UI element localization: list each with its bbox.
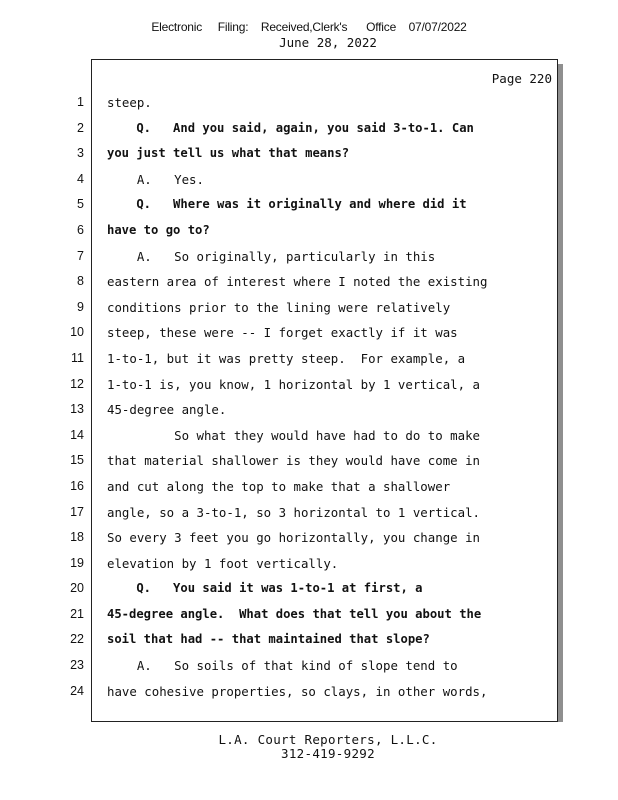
transcript-line: A. So soils of that kind of slope tend to — [107, 658, 458, 674]
line-number: 17 — [70, 504, 84, 519]
transcript-line: 45-degree angle. — [107, 402, 227, 418]
transcript-date: June 28, 2022 — [279, 35, 377, 50]
line-number: 12 — [70, 376, 84, 391]
line-number: 5 — [77, 197, 84, 212]
line-number: 1 — [77, 95, 84, 109]
line-number: 8 — [77, 274, 84, 289]
line-number: 20 — [70, 581, 84, 596]
transcript-line: elevation by 1 foot vertically. — [107, 555, 339, 571]
transcript-body — [107, 90, 555, 704]
transcript-line: angle, so a 3-to-1, so 3 horizontal to 1 vertical. — [107, 504, 480, 520]
line-number: 22 — [70, 632, 84, 647]
line-number: 16 — [70, 478, 84, 493]
court-reporter-phone: 312-419-9292 — [281, 746, 375, 761]
line-number: 18 — [70, 530, 84, 545]
transcript-line: have to go to? — [107, 222, 210, 237]
transcript-line: A. So originally, particularly in this — [107, 248, 436, 264]
transcript-line: eastern area of interest where I noted the existing — [107, 274, 488, 290]
transcript-line: steep, these were -- I forget exactly if it was — [107, 325, 458, 341]
line-number: 14 — [70, 427, 84, 442]
filing-stamp: Electronic Filing: Received,Clerk's Office 07/07/2022 — [151, 20, 467, 34]
transcript-line: Q. Where was it originally and where did it — [107, 197, 467, 212]
line-number: 21 — [70, 606, 84, 621]
line-number-column — [50, 90, 84, 704]
transcript-line: 45-degree angle. What does that tell you about the — [107, 606, 482, 621]
transcript-line: 1-to-1 is, you know, 1 horizontal by 1 vertical, a — [107, 376, 480, 392]
transcript-line: 1-to-1, but it was pretty steep. For example, a — [107, 350, 466, 366]
line-number: 4 — [77, 171, 84, 186]
line-number: 3 — [77, 146, 84, 161]
line-number: 24 — [70, 683, 84, 698]
transcript-line: have cohesive properties, so clays, in other words, — [107, 683, 488, 699]
page-number: Page 220 — [491, 71, 552, 86]
transcript-line: and cut along the top to make that a shallower — [107, 478, 451, 494]
line-number: 6 — [77, 222, 84, 237]
line-number: 19 — [70, 555, 84, 570]
transcript-line: So every 3 feet you go horizontally, you change in — [107, 530, 480, 546]
line-number: 11 — [71, 350, 84, 365]
court-reporter-firm: L.A. Court Reporters, L.L.C. — [218, 732, 438, 747]
transcript-line: So what they would have had to do to make — [107, 427, 480, 443]
line-number: 7 — [77, 248, 84, 263]
transcript-line: conditions prior to the lining were relatively — [107, 299, 451, 315]
transcript-line: soil that had -- that maintained that slope? — [107, 632, 430, 647]
line-number: 9 — [77, 299, 84, 314]
transcript-line: you just tell us what that means? — [107, 146, 350, 161]
transcript-line: that material shallower is they would have come in — [107, 453, 480, 469]
line-number: 13 — [70, 402, 84, 417]
line-number: 2 — [77, 120, 84, 135]
transcript-line: A. Yes. — [107, 171, 204, 187]
transcript-line: steep. — [107, 95, 152, 110]
line-number: 10 — [70, 325, 84, 340]
line-number: 23 — [70, 658, 84, 673]
line-number: 15 — [70, 453, 84, 468]
transcript-line: Q. You said it was 1-to-1 at first, a — [107, 581, 423, 596]
transcript-line: Q. And you said, again, you said 3-to-1. Can — [107, 120, 474, 135]
